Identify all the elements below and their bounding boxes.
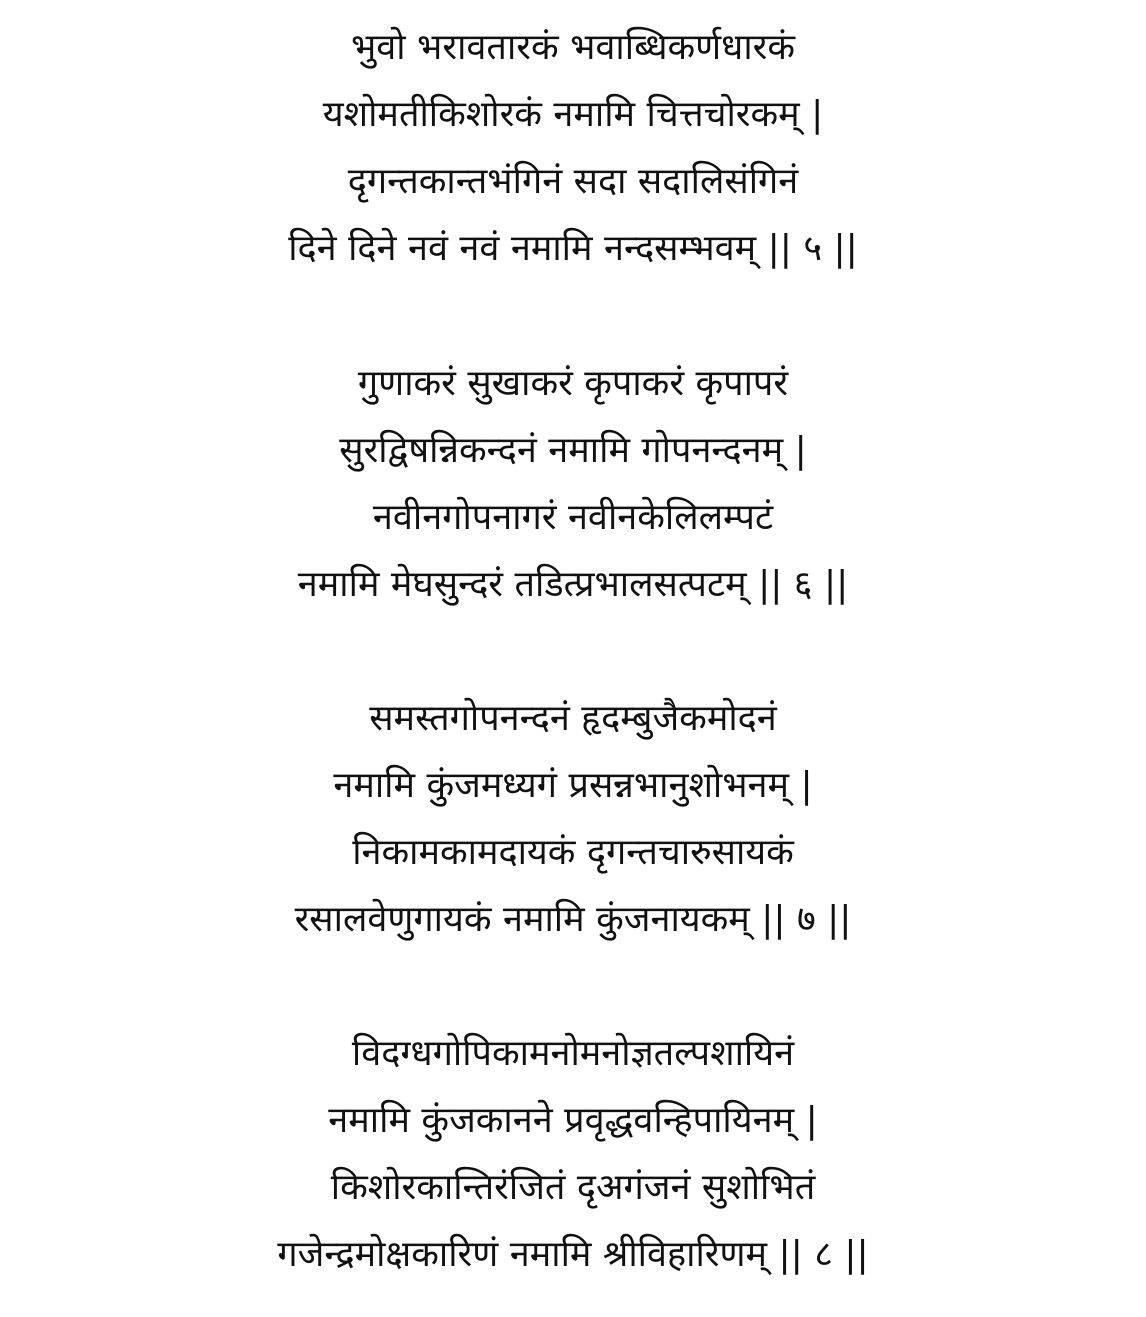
- stanza-8: [0, 1020, 1146, 1288]
- stanza-7: [0, 685, 1146, 953]
- verse-line: रसालवेणुगायकं नमामि कुंजनायकम् || ७ ||: [294, 899, 852, 940]
- verse-line: नमामि मेघसुन्दरं तडित्प्रभालसत्पटम् || ६ ||: [297, 564, 849, 605]
- verse-line: दिने दिने नवं नवं नमामि नन्दसम्भवम् || ५ ||: [288, 228, 858, 269]
- stanza-5: [0, 14, 1146, 282]
- verse-line: भुवो भरावतारकं भवाब्धिकर्णधारकं: [350, 27, 796, 68]
- verse-line: विदग्धगोपिकामनोमनोज्ञतल्पशायिनं: [351, 1033, 795, 1074]
- verse-line: समस्तगोपनन्दनं हृदम्बुजैकमोदनं: [369, 698, 777, 739]
- verse-line: नमामि कुंजमध्यगं प्रसन्नभानुशोभनम् |: [333, 765, 813, 806]
- stanza-6: [0, 350, 1146, 618]
- verse-line: दृगन्तकान्तभंगिनं सदा सदालिसंगिनं: [347, 161, 799, 202]
- verse-line: गुणाकरं सुखाकरं कृपाकरं कृपापरं: [357, 363, 789, 404]
- verse-line: सुरद्विषन्निकन्दनं नमामि गोपनन्दनम् |: [339, 430, 807, 471]
- verse-line: किशोरकान्तिरंजितं दृअगंजनं सुशोभितं: [330, 1167, 816, 1208]
- verse-line: नवीनगोपनागरं नवीनकेलिलम्पटं: [372, 497, 774, 538]
- verse-line: निकामकामदायकं दृगन्तचारुसायकं: [352, 832, 794, 873]
- verse-line: गजेन्द्रमोक्षकारिणं नमामि श्रीविहारिणम् || ८ ||: [277, 1234, 869, 1275]
- verse-line: यशोमतीकिशोरकं नमामि चित्तचोरकम् |: [322, 94, 824, 135]
- verse-line: नमामि कुंजकानने प्रवृद्धवन्हिपायिनम् |: [328, 1100, 818, 1141]
